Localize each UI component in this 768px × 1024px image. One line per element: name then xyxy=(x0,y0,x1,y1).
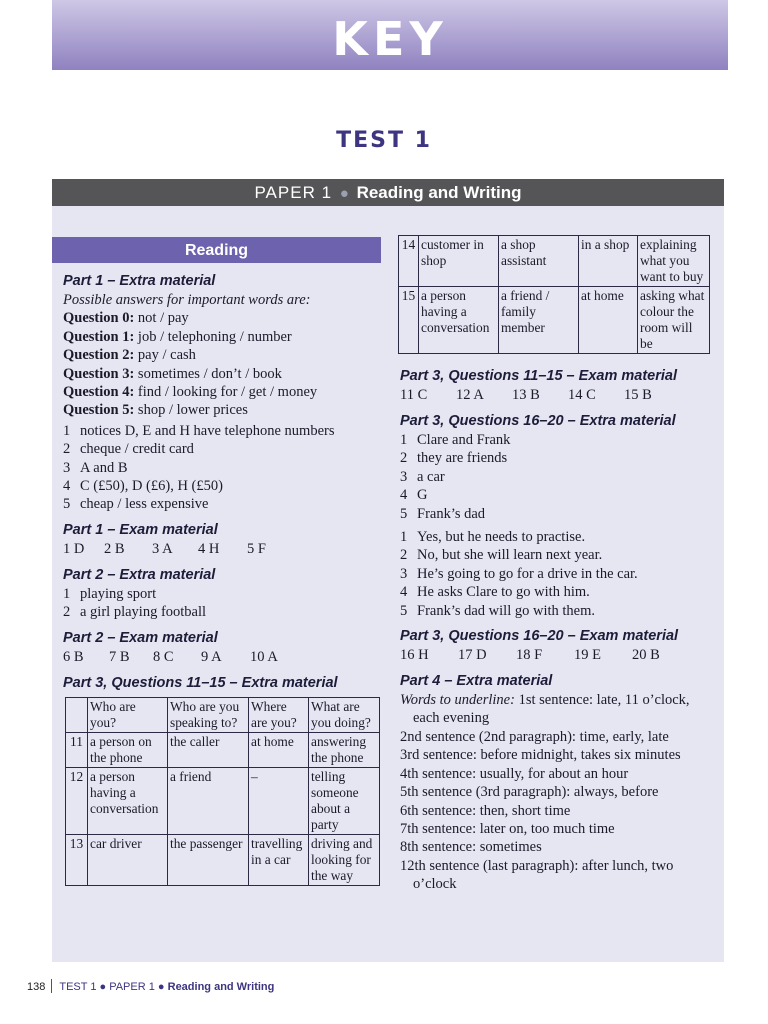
paper-bar xyxy=(52,179,724,206)
sentence-line: 2nd sentence (2nd paragraph): time, early, late xyxy=(400,728,669,745)
section-heading: Part 2 – Extra material xyxy=(63,566,216,583)
section-heading: Part 1 – Exam material xyxy=(63,521,218,538)
sentence-line: 8th sentence: sometimes xyxy=(400,839,542,856)
numbered-list xyxy=(63,422,386,514)
sentence-line: 12th sentence (last paragraph): after lunch, two o’clock xyxy=(400,857,674,893)
question-line: Question 1: job / telephoning / number xyxy=(63,328,292,345)
table-cell: in a shop xyxy=(579,236,638,287)
list-item: 1 Clare and Frank xyxy=(400,432,511,448)
column-header: Who are you? xyxy=(88,697,168,732)
answer-row: 1 D 2 B 3 A 4 H 5 F xyxy=(63,540,266,557)
question-list xyxy=(63,309,386,419)
section-heading: Part 4 – Extra material xyxy=(400,673,553,690)
reading-heading: Reading xyxy=(52,237,381,263)
footer-text: TEST 1 ● PAPER 1 ● xyxy=(59,981,165,993)
section-heading: Part 3, Questions 16–20 – Extra material xyxy=(400,413,676,429)
underline-intro: Words to underline: 1st sentence: late, 11 o’clock, each evening xyxy=(400,692,690,727)
section-heading: Part 3, Questions 16–20 – Exam material xyxy=(400,628,679,645)
list-item: 4 He asks Clare to go with him. xyxy=(400,584,590,601)
section-heading: Part 3, Questions 11–15 – Exam material xyxy=(400,368,677,384)
list-item: 2 No, but she will learn next year. xyxy=(400,547,603,564)
table-cell: car driver xyxy=(88,834,168,885)
answer-row: 11 C 12 A 13 B 14 C 15 B xyxy=(400,387,652,403)
footer-title: Reading and Writing xyxy=(167,981,275,993)
sentence-line: 4th sentence: usually, for about an hour xyxy=(400,765,629,782)
key-banner xyxy=(52,0,728,70)
table-cell: answering the phone xyxy=(309,732,380,767)
numbered-list xyxy=(400,431,722,523)
page-footer xyxy=(27,979,274,993)
table-cell: the caller xyxy=(168,732,249,767)
table-cell: a person having a conversation xyxy=(88,767,168,834)
table-cell: at home xyxy=(579,287,638,354)
right-column xyxy=(394,235,722,894)
column-header: Where are you? xyxy=(249,697,309,732)
test-title: TEST 1 xyxy=(336,128,432,153)
table-row xyxy=(66,732,380,767)
sentence-line: 7th sentence: later on, too much time xyxy=(400,820,615,837)
table-cell: the passenger xyxy=(168,834,249,885)
question-line: Question 3: sometimes / don’t / book xyxy=(63,365,282,382)
list-item: 1 playing sport xyxy=(63,585,157,602)
section-heading: Part 1 – Extra material xyxy=(63,273,216,289)
list-item: 1 notices D, E and H have telephone numbers xyxy=(63,422,335,439)
question-line: Question 4: find / looking for / get / money xyxy=(63,384,318,401)
list-item: 3 a car xyxy=(400,468,445,485)
table-row xyxy=(66,767,380,834)
list-item: 4 G xyxy=(400,487,428,504)
row-number: 12 xyxy=(66,767,88,834)
answer-row: 16 H 17 D 18 F 19 E 20 B xyxy=(400,647,660,664)
paper-title: Reading and Writing xyxy=(356,183,522,202)
sentence-line: 5th sentence (3rd paragraph): always, before xyxy=(400,784,659,801)
table-row xyxy=(399,287,710,354)
list-item: 2 they are friends xyxy=(400,450,508,467)
bullet-icon: ● xyxy=(339,185,349,202)
list-item: 3 He’s going to go for a drive in the car. xyxy=(400,565,638,582)
table-cell: customer in shop xyxy=(419,236,499,287)
table-header-row xyxy=(66,697,380,732)
table-cell: a friend xyxy=(168,767,249,834)
answer-row: 6 B 7 B 8 C 9 A 10 A xyxy=(63,648,278,665)
table-cell: explaining what you want to buy xyxy=(638,236,710,287)
table-cell: a person on the phone xyxy=(88,732,168,767)
row-number: 15 xyxy=(399,287,419,354)
table-row xyxy=(399,236,710,287)
table-row xyxy=(66,834,380,885)
table-cell: – xyxy=(249,767,309,834)
table-cell: a friend / family member xyxy=(499,287,579,354)
intro-text: Possible answers for important words are: xyxy=(63,292,311,308)
paper-label: PAPER 1 xyxy=(254,183,333,202)
footer-divider xyxy=(51,979,52,993)
sentence-line: 6th sentence: then, short time xyxy=(400,802,571,819)
table-cell: a person having a conversation xyxy=(419,287,499,354)
answers-table-right xyxy=(398,235,710,354)
list-item: 1 Yes, but he needs to practise. xyxy=(400,529,586,546)
sentence-line: 3rd sentence: before midnight, takes six minutes xyxy=(400,747,681,764)
section-heading: Part 2 – Exam material xyxy=(63,629,218,646)
section-heading: Part 3, Questions 11–15 – Extra material xyxy=(63,674,338,691)
list-item: 5 cheap / less expensive xyxy=(63,496,209,513)
list-item: 4 C (£50), D (£6), H (£50) xyxy=(63,478,223,495)
column-header: What are you doing? xyxy=(309,697,380,732)
numbered-list xyxy=(400,528,722,620)
table-cell: at home xyxy=(249,732,309,767)
question-line: Question 2: pay / cash xyxy=(63,347,196,364)
table-cell: travelling in a car xyxy=(249,834,309,885)
list-item: 2 a girl playing football xyxy=(63,604,207,621)
list-item: 5 Frank’s dad xyxy=(400,505,486,522)
answers-table-left xyxy=(65,697,380,886)
table-cell: a shop assistant xyxy=(499,236,579,287)
column-header: Who are you speaking to? xyxy=(168,697,249,732)
list-item: 5 Frank’s dad will go with them. xyxy=(400,602,596,619)
left-column xyxy=(52,237,386,886)
table-cell: telling someone about a party xyxy=(309,767,380,834)
row-number: 11 xyxy=(66,732,88,767)
row-number: 14 xyxy=(399,236,419,287)
list-item: 2 cheque / credit card xyxy=(63,441,194,458)
question-line: Question 0: not / pay xyxy=(63,310,189,327)
page-number: 138 xyxy=(27,981,46,993)
question-line: Question 5: shop / lower prices xyxy=(63,402,248,419)
row-number: 13 xyxy=(66,834,88,885)
table-cell: asking what colour the room will be xyxy=(638,287,710,354)
table-cell: driving and looking for the way xyxy=(309,834,380,885)
list-item: 3 A and B xyxy=(63,459,128,476)
banner-title: KEY xyxy=(332,12,448,66)
